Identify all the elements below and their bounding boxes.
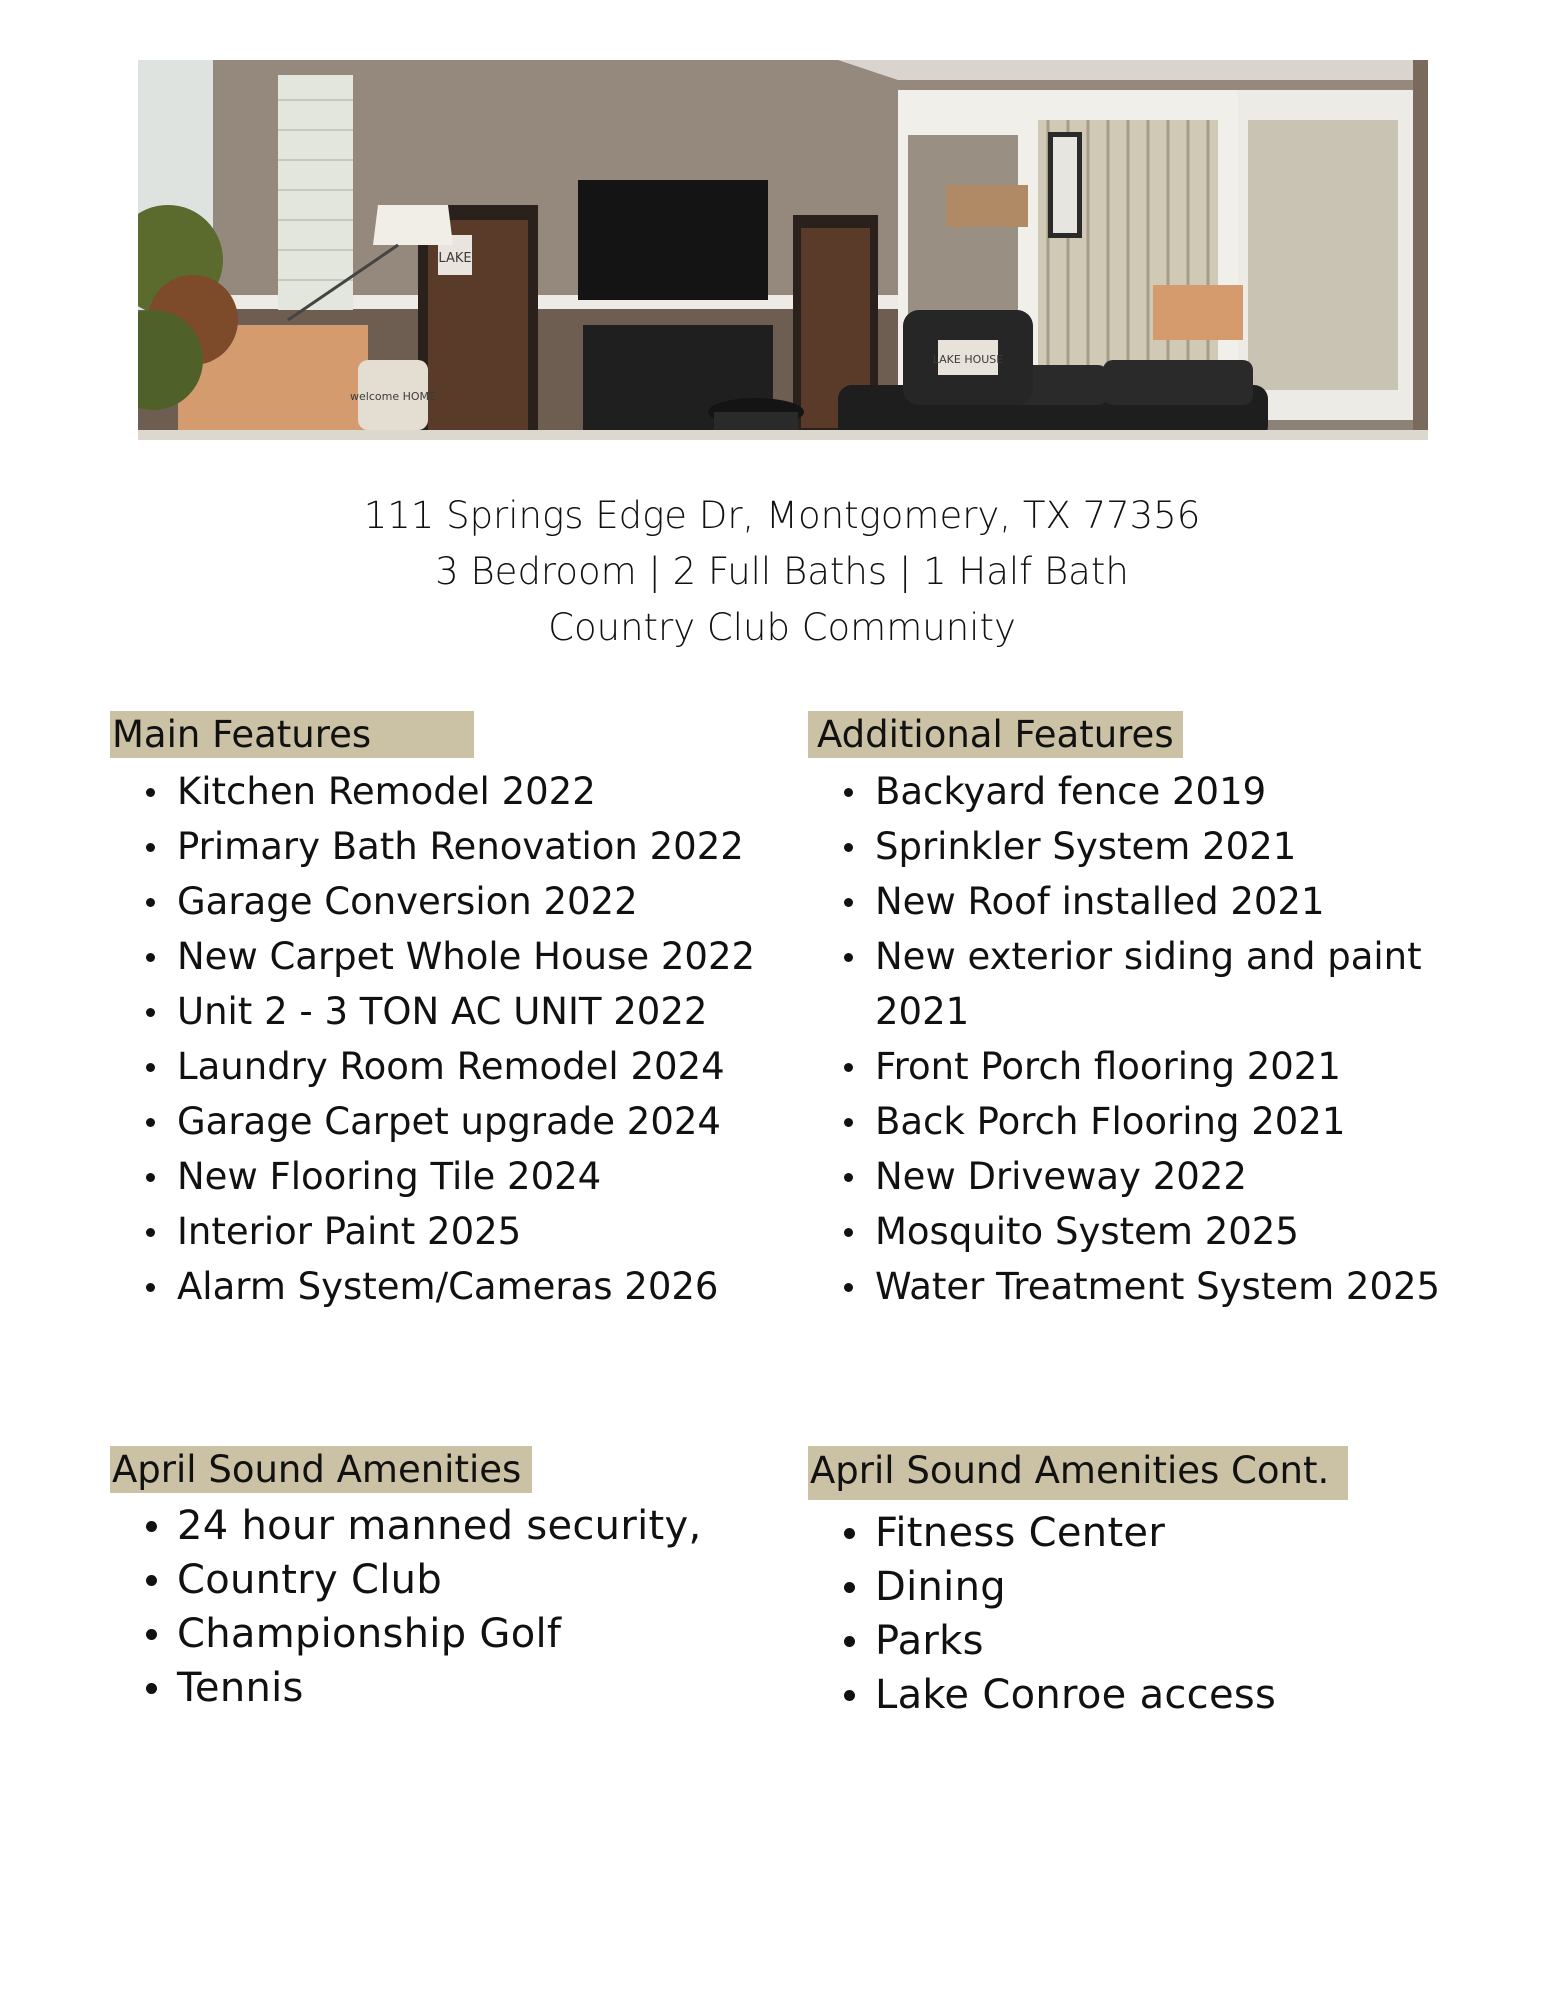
list-item: Championship Golf (110, 1607, 701, 1661)
amenities-section (110, 1446, 701, 1715)
bullet-icon (146, 898, 155, 907)
bullet-icon (146, 953, 155, 962)
list-item: Fitness Center (808, 1506, 1348, 1560)
list-item-continuation: 2021 (875, 990, 970, 1033)
additional-features-heading: Additional Features (808, 711, 1183, 758)
amenities-cont-list (808, 1506, 1348, 1722)
list-item: New Flooring Tile 2024 (110, 1149, 755, 1204)
list-item: Backyard fence 2019 (808, 764, 1440, 819)
left-sign-text: LAKE (438, 251, 472, 266)
bullet-icon (844, 953, 853, 962)
street-address: 111 Springs Edge Dr, Montgomery, TX 77356 (363, 494, 1201, 537)
list-item: Garage Carpet upgrade 2024 (110, 1094, 755, 1149)
bullet-icon (844, 843, 853, 852)
room-summary: 3 Bedroom | 2 Full Baths | 1 Half Bath (435, 550, 1129, 593)
bullet-icon (146, 1228, 155, 1237)
list-item: New Carpet Whole House 2022 (110, 929, 755, 984)
amenities-cont-heading: April Sound Amenities Cont. (808, 1446, 1348, 1500)
list-item: Front Porch flooring 2021 (808, 1039, 1440, 1094)
list-item: Laundry Room Remodel 2024 (110, 1039, 755, 1094)
list-item: Back Porch Flooring 2021 (808, 1094, 1440, 1149)
list-item: Parks (808, 1614, 1348, 1668)
list-item: New Driveway 2022 (808, 1149, 1440, 1204)
bullet-icon (146, 1173, 155, 1182)
bullet-icon (146, 1629, 157, 1640)
living-room-illustration (138, 60, 1428, 440)
bullet-icon (146, 1683, 157, 1694)
list-item: New exterior siding and paint (808, 929, 1440, 984)
main-features-list (110, 764, 755, 1314)
right-pillow-text: LAKE HOUSE (932, 353, 1004, 366)
bullet-icon (844, 898, 853, 907)
list-item: 24 hour manned security, (110, 1499, 701, 1553)
bullet-icon (844, 1118, 853, 1127)
list-item: Interior Paint 2025 (110, 1204, 755, 1259)
list-item: New Roof installed 2021 (808, 874, 1440, 929)
list-item: Alarm System/Cameras 2026 (110, 1259, 755, 1314)
community-type: Country Club Community (548, 606, 1016, 649)
bullet-icon (146, 1063, 155, 1072)
amenities-list (110, 1499, 701, 1715)
bullet-icon (844, 1063, 853, 1072)
list-item: Country Club (110, 1553, 701, 1607)
list-item: Tennis (110, 1661, 701, 1715)
bullet-icon (146, 843, 155, 852)
list-item: Sprinkler System 2021 (808, 819, 1440, 874)
bullet-icon (844, 1283, 853, 1292)
bullet-icon (844, 1690, 855, 1701)
additional-features-list (808, 764, 1440, 1314)
bullet-icon (844, 1228, 853, 1237)
bullet-icon (844, 1528, 855, 1539)
bullet-icon (844, 1173, 853, 1182)
amenities-cont-section (808, 1446, 1348, 1722)
bullet-icon (146, 1283, 155, 1292)
list-item: Mosquito System 2025 (808, 1204, 1440, 1259)
list-item: Garage Conversion 2022 (110, 874, 755, 929)
bullet-icon (844, 1582, 855, 1593)
list-item: Unit 2 - 3 TON AC UNIT 2022 (110, 984, 755, 1039)
main-features-heading: Main Features (110, 711, 474, 758)
main-features-section (110, 711, 755, 1314)
left-pillow-text: welcome HOME (350, 390, 436, 403)
list-item: Dining (808, 1560, 1348, 1614)
hero-photo (138, 60, 1428, 440)
bullet-icon (146, 788, 155, 797)
bullet-icon (146, 1521, 157, 1532)
bullet-icon (844, 1636, 855, 1647)
list-item: Kitchen Remodel 2022 (110, 764, 755, 819)
list-item: Water Treatment System 2025 (808, 1259, 1440, 1314)
bullet-icon (146, 1575, 157, 1586)
list-item: Lake Conroe access (808, 1668, 1348, 1722)
amenities-heading: April Sound Amenities (110, 1446, 532, 1493)
listing-header (0, 488, 1545, 656)
bullet-icon (146, 1118, 155, 1127)
bullet-icon (146, 1008, 155, 1017)
list-item: Primary Bath Renovation 2022 (110, 819, 755, 874)
bullet-icon (844, 788, 853, 797)
additional-features-section (808, 711, 1440, 1314)
